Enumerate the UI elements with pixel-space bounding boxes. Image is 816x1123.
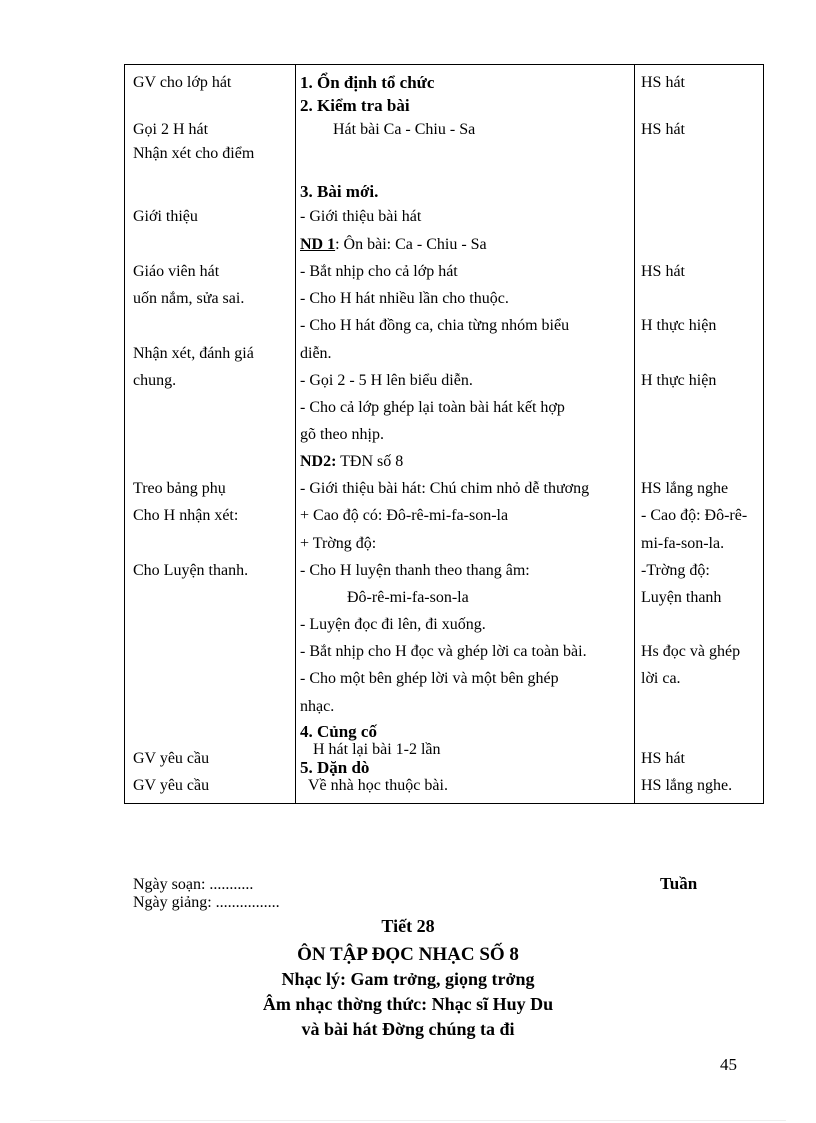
content-item-nd1 [300, 235, 487, 255]
lesson-title: ÔN TẬP ĐỌC NHẠC SỐ 8 [297, 944, 519, 965]
content-text: nhạc. [300, 698, 335, 715]
content-text: - Gọi 2 - 5 H lên biểu diễn. [300, 372, 473, 389]
content-text: + Trờng độ: [300, 535, 377, 552]
section-heading: 1. Ổn định tổ chức [300, 73, 435, 92]
teacher-text: Giới thiệu [133, 208, 198, 225]
teacher-text: uốn nắm, sửa sai. [133, 290, 245, 307]
content-text: - Cho H hát nhiều lần cho thuộc. [300, 290, 509, 307]
teacher-text: Nhận xét cho điểm [133, 145, 255, 162]
section-heading: 3. Bài mới. [300, 182, 379, 201]
student-text: - Cao độ: Đô-rê- [641, 507, 748, 524]
student-text: Hs đọc và ghép [641, 643, 741, 660]
teacher-text: Giáo viên hát [133, 263, 220, 280]
nd2-label: ND2: [300, 453, 337, 470]
content-item-nd2 [300, 452, 403, 472]
lesson-number: Tiết 28 [381, 916, 435, 936]
student-text: mi-fa-son-la. [641, 535, 725, 552]
content-text: + Cao độ có: Đô-rê-mi-fa-son-la [300, 507, 509, 524]
teacher-text: Nhận xét, đánh giá [133, 345, 254, 362]
content-text: gõ theo nhịp. [300, 426, 384, 443]
student-text: HS hát [641, 263, 685, 280]
column-divider-1 [295, 65, 296, 803]
content-text: - Cho H luyện thanh theo thang âm: [300, 562, 530, 579]
lesson-subtitle: và bài hát Đờng chúng ta đi [301, 1019, 515, 1039]
student-text: Luyện thanh [641, 589, 722, 606]
student-text: -Trờng độ: [641, 562, 710, 579]
content-text: - Bắt nhịp cho cả lớp hát [300, 263, 458, 280]
date-taught: Ngày giảng: ................ [133, 894, 280, 911]
content-text: Đô-rê-mi-fa-son-la [347, 589, 469, 606]
section-heading: 2. Kiểm tra bài [300, 96, 410, 115]
content-text: - Cho H hát đồng ca, chia từng nhóm biểu [300, 317, 570, 334]
student-text: HS lắng nghe. [641, 777, 733, 794]
teacher-text: Cho Luyện thanh. [133, 562, 249, 579]
page-edge [30, 1120, 786, 1121]
week-label: Tuần [660, 874, 698, 893]
student-text: HS hát [641, 74, 685, 91]
content-text: - Cho cả lớp ghép lại toàn bài hát kết hợp [300, 399, 565, 416]
student-text: lời ca. [641, 670, 681, 687]
content-text: - Giới thiệu bài hát [300, 208, 422, 225]
teacher-text: GV yêu cầu [133, 750, 210, 767]
content-text: Hát bài Ca - Chiu - Sa [333, 121, 476, 138]
nd1-label: ND 1 [300, 236, 336, 253]
content-text: - Giới thiệu bài hát: Chú chim nhỏ dễ thương [300, 480, 590, 497]
student-text: HS lắng nghe [641, 480, 729, 497]
nd2-text: TĐN số 8 [340, 453, 404, 470]
column-divider-2 [634, 65, 635, 803]
section-heading: 4. Củng cố [300, 722, 377, 741]
teacher-text: GV cho lớp hát [133, 74, 232, 91]
teacher-text: Treo bảng phụ [133, 480, 226, 497]
nd1-text: : Ôn bài: Ca - Chiu - Sa [335, 236, 487, 253]
content-text: - Cho một bên ghép lời và một bên ghép [300, 670, 559, 687]
content-text: diễn. [300, 345, 332, 362]
lesson-subtitle: Âm nhạc thờng thức: Nhạc sĩ Huy Du [262, 994, 554, 1014]
teacher-text: chung. [133, 372, 177, 389]
teacher-text: Cho H nhận xét: [133, 507, 239, 524]
content-text: - Bắt nhịp cho H đọc và ghép lời ca toàn bài. [300, 643, 587, 660]
teacher-text: GV yêu cầu [133, 777, 210, 794]
student-text: HS hát [641, 750, 685, 767]
teacher-text: Gọi 2 H hát [133, 121, 209, 138]
date-prepared: Ngày soạn: ........... [133, 876, 254, 893]
content-text: H hát lại bài 1-2 lần [313, 741, 441, 758]
lesson-table [124, 64, 764, 804]
student-text: HS hát [641, 121, 685, 138]
lesson-subtitle: Nhạc lý: Gam trởng, giọng trởng [281, 969, 535, 989]
student-text: H thực hiện [641, 372, 717, 389]
section-heading: 5. Dặn dò [300, 758, 370, 777]
content-text: Về nhà học thuộc bài. [308, 777, 448, 794]
student-text: H thực hiện [641, 317, 717, 334]
content-text: - Luyện đọc đi lên, đi xuống. [300, 616, 486, 633]
page-number: 45 [720, 1055, 737, 1074]
